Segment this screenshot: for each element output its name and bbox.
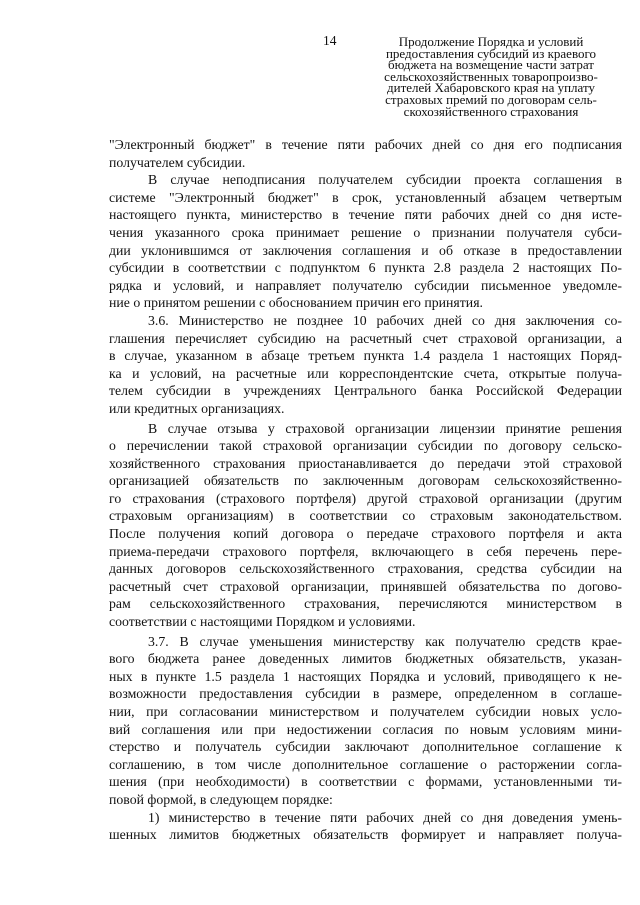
paragraph [109, 633, 622, 809]
text-line: В случае неподписания получателем субсидии проекта соглашения в [148, 172, 622, 188]
text-line: стерство и получатель субсидии заключают дополнительное соглашение к [109, 739, 622, 755]
text-line: вий соглашения или при недостижении согласия по новым условиям мини- [109, 721, 622, 737]
paragraph [109, 420, 622, 631]
text-line: ка и условий, на расчетные или корреспондентские счета, открытые получа- [109, 365, 622, 381]
running-header [360, 36, 622, 117]
paragraph [109, 809, 622, 844]
text-line: данных договоров сельскохозяйственного страхования, средства субсидии на [109, 561, 622, 577]
header-line: предоставления субсидий из краевого [385, 45, 597, 61]
text-line: чения указанного срока принимает решение о признании получателя субси- [109, 224, 622, 240]
text-line: приема-передачи страхового портфеля, включающего в себя перечень пере- [109, 543, 622, 559]
text-line: соответствии с настоящими Порядком и условиями. [109, 614, 416, 630]
text-line: системе "Электронный бюджет" в срок, установленный абзацем четвертым [109, 189, 622, 205]
text-line: соглашению, в том числе дополнительное соглашение о расторжении согла- [109, 756, 622, 772]
header-line: бюджета на возмещение части затрат [388, 57, 594, 73]
text-line: хозяйственного страхования приостанавливается до передачи этой страховой [109, 455, 622, 471]
paragraph [109, 171, 622, 312]
text-line: настоящего пункта, министерство в течение пяти рабочих дней со дня исте- [109, 207, 622, 223]
text-line: ных в пункте 1.5 раздела 1 настоящих Порядка и условий, приводящего к не- [109, 668, 622, 684]
text-line: 3.7. В случае уменьшения министерству как получателю средств крае- [148, 633, 622, 649]
text-line: После получения копий договора о передаче страхового портфеля и акта [109, 526, 622, 542]
text-line: повой формой, в следующем порядке: [109, 791, 333, 807]
text-line: возможности предоставления субсидии в размере, определенном в соглаше- [109, 686, 622, 702]
text-line: получателем субсидии. [109, 154, 246, 170]
text-line: расчетный счет страховой организации, принявшей обязательства по догово- [109, 578, 622, 594]
text-line: рядка и условий, и направляет получателю субсидии письменное уведомле- [109, 277, 622, 293]
text-line: телем субсидии в учреждениях Центрального банка Российской Федерации [109, 383, 622, 399]
header-line: скохозяйственного страхования [403, 103, 579, 119]
paragraph [109, 136, 622, 171]
text-line: о перечислении такой страховой организации субсидии по договору сельско- [109, 438, 622, 454]
text-line: ние о принятом решении с обоснованием причин его принятия. [109, 295, 483, 311]
header-line: сельскохозяйственных товаропроизво- [384, 68, 598, 84]
text-line: или кредитных организациях. [109, 400, 285, 416]
text-line: шения (при необходимости) в соответствии с формами, установленными ти- [109, 774, 622, 790]
header-line: страховых премий по договорам сель- [385, 91, 597, 107]
paragraph [109, 312, 622, 418]
text-line: рам сельскохозяйственного страхования, перечисляются министерством в [109, 596, 622, 612]
header-line: дителей Хабаровского края на уплату [387, 80, 595, 96]
page-number: 14 [323, 33, 337, 48]
text-line: страховым организациям) в соответствии со страховым законодательством. [109, 508, 622, 524]
text-line: В случае отзыва у страховой организации лицензии принятие решения [148, 420, 622, 436]
text-line: го страхования (страхового портфеля) другой страховой организации (другим [109, 490, 622, 506]
text-line: дии уклонившимся от заключения соглашения и об отказе в предоставлении [109, 242, 622, 258]
text-line: "Электронный бюджет" в течение пяти рабочих дней со дня его подписания [109, 137, 622, 152]
text-line: вого бюджета ранее доведенных лимитов бюджетных обязательств, указан- [109, 651, 622, 667]
text-line: 3.6. Министерство не позднее 10 рабочих дней со дня заключения со- [148, 312, 622, 328]
text-line: глашения перечисляет субсидию на расчетный счет страховой организации, а [109, 330, 622, 346]
text-line: организацией обязательств по заключенным договорам сельскохозяйственно- [109, 473, 622, 489]
text-line: в случае, указанном в абзаце третьем пункта 1.4 раздела 1 настоящих Поряд- [109, 348, 622, 364]
text-line: субсидии в соответствии с подпунктом 6 пункта 2.8 раздела 2 настоящих По- [109, 260, 622, 276]
header-line: Продолжение Порядка и условий [398, 34, 584, 49]
text-line: 1) министерство в течение пяти рабочих дней со дня доведения умень- [148, 809, 622, 825]
text-line: нии, при согласовании министерством и получателем субсидии новых усло- [109, 704, 622, 719]
document-body [109, 136, 622, 844]
text-line: шенных лимитов бюджетных обязательств формирует и направляет получа- [109, 827, 622, 843]
